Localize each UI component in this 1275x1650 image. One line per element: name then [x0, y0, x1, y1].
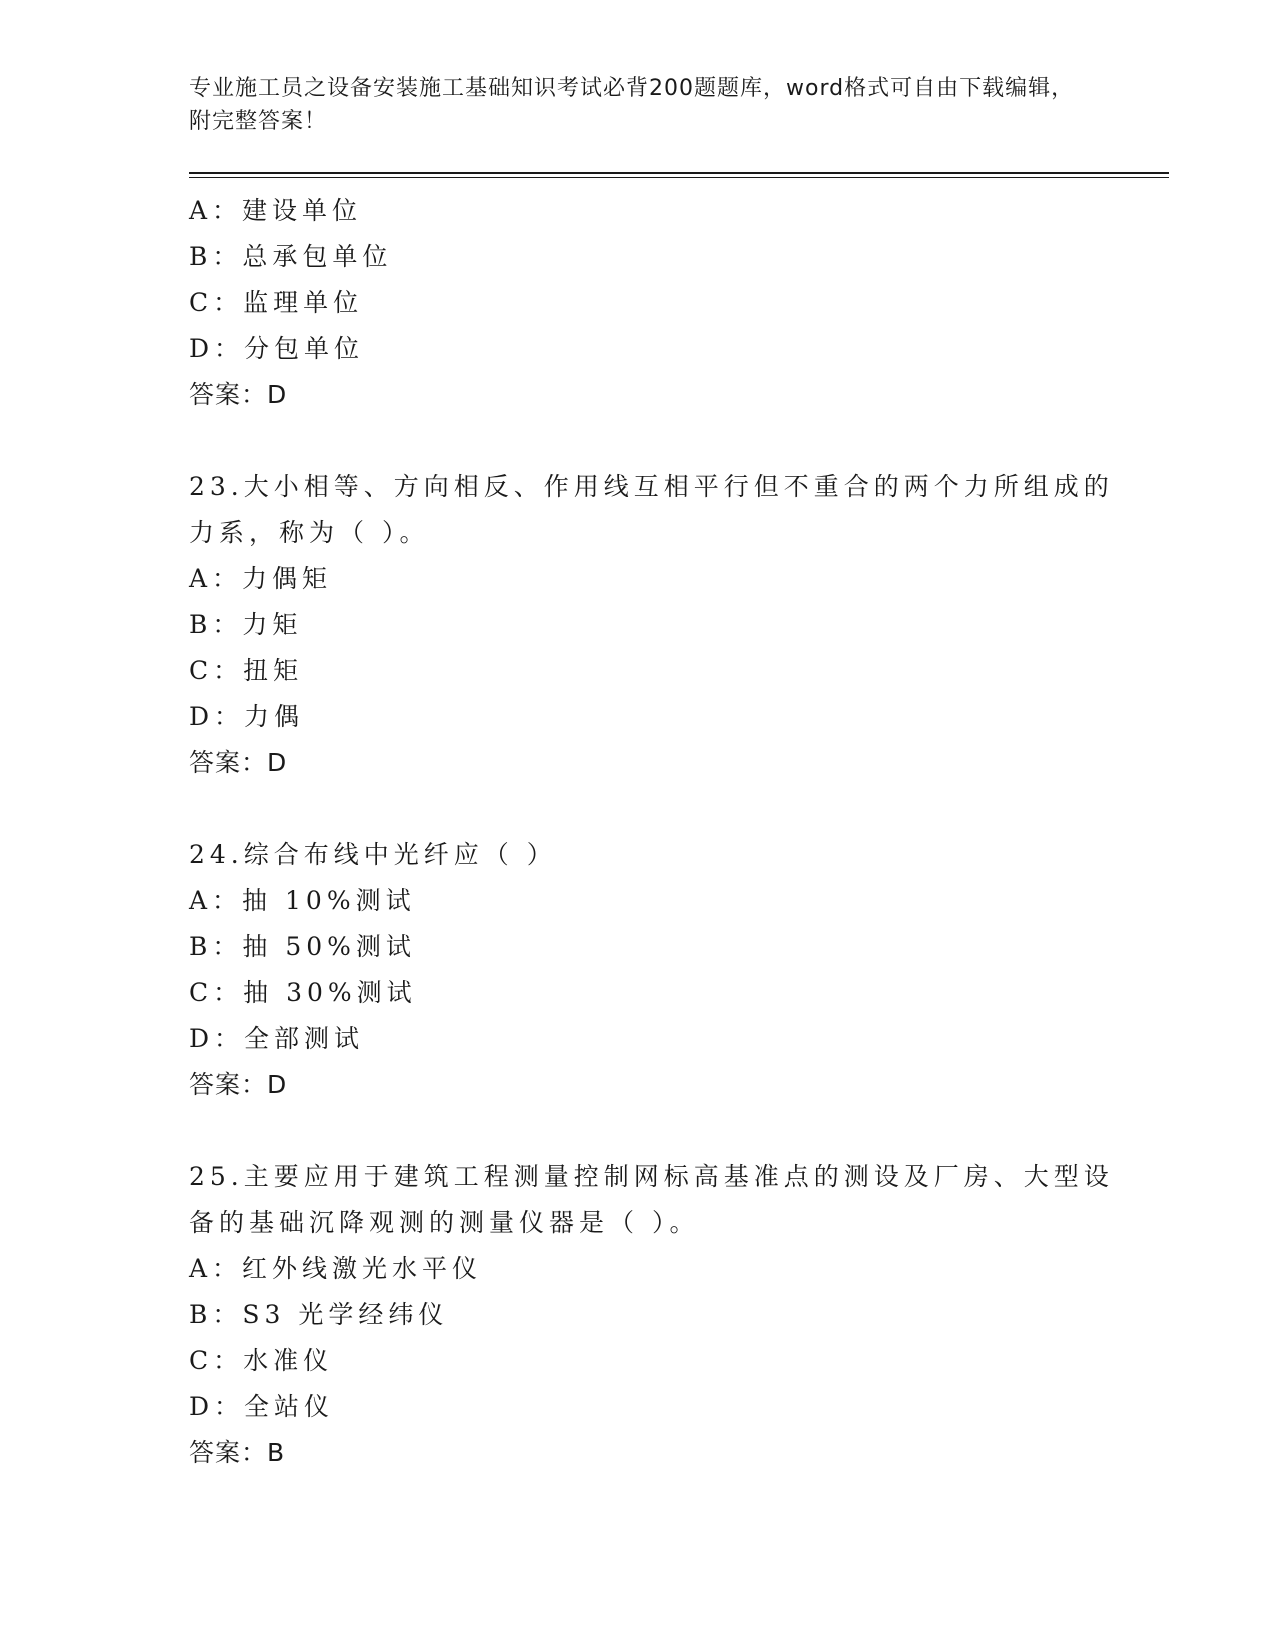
spacer: [189, 786, 1089, 832]
document-header: [189, 72, 1089, 138]
question-stem: 24.综合布线中光纤应（ ）: [189, 840, 557, 869]
option-a: A：抽 10%测试: [189, 886, 416, 915]
option-b: B：力矩: [189, 610, 303, 639]
question-stem: 23.大小相等、方向相反、作用线互相平行但不重合的两个力所组成的: [189, 472, 1114, 501]
option-c: C：水准仪: [189, 1346, 334, 1375]
spacer: [189, 418, 1089, 464]
question-block: [189, 1154, 1114, 1476]
option-d: D：全站仪: [189, 1392, 335, 1421]
option-d: D：全部测试: [189, 1024, 365, 1053]
question-stem: 力系，称为（ ）。: [189, 518, 430, 547]
option-d: D：力偶: [189, 702, 305, 731]
question-list: [189, 188, 1114, 1476]
option-c: C：扭矩: [189, 656, 304, 685]
answer-line: 答案：D: [189, 1070, 288, 1099]
option-c: C：抽 30%测试: [189, 978, 417, 1007]
answer-line: 答案：D: [189, 748, 288, 777]
question-stem: 备的基础沉降观测的测量仪器是（ ）。: [189, 1208, 700, 1237]
answer-line: 答案：B: [189, 1438, 286, 1467]
option-d: D：分包单位: [189, 334, 365, 363]
option-c: C：监理单位: [189, 288, 364, 317]
option-b: B：S3 光学经纬仪: [189, 1300, 449, 1329]
document-title: 专业施工员之设备安装施工基础知识考试必背200题题库，word格式可自由下载编辑，附完整答案！: [189, 76, 1075, 134]
option-a: A：建设单位: [189, 196, 363, 225]
option-a: A：红外线激光水平仪: [189, 1254, 483, 1283]
spacer: [189, 1108, 1089, 1154]
header-divider-bottom: [189, 177, 1169, 178]
question-stem: 25.主要应用于建筑工程测量控制网标高基准点的测设及厂房、大型设: [189, 1162, 1114, 1191]
option-a: A：力偶矩: [189, 564, 333, 593]
question-block: [189, 188, 1089, 418]
option-b: B：抽 50%测试: [189, 932, 416, 961]
header-divider-top: [189, 172, 1169, 174]
option-b: B：总承包单位: [189, 242, 393, 271]
question-block: [189, 464, 1114, 786]
answer-line: 答案：D: [189, 380, 288, 409]
question-block: [189, 832, 1089, 1108]
